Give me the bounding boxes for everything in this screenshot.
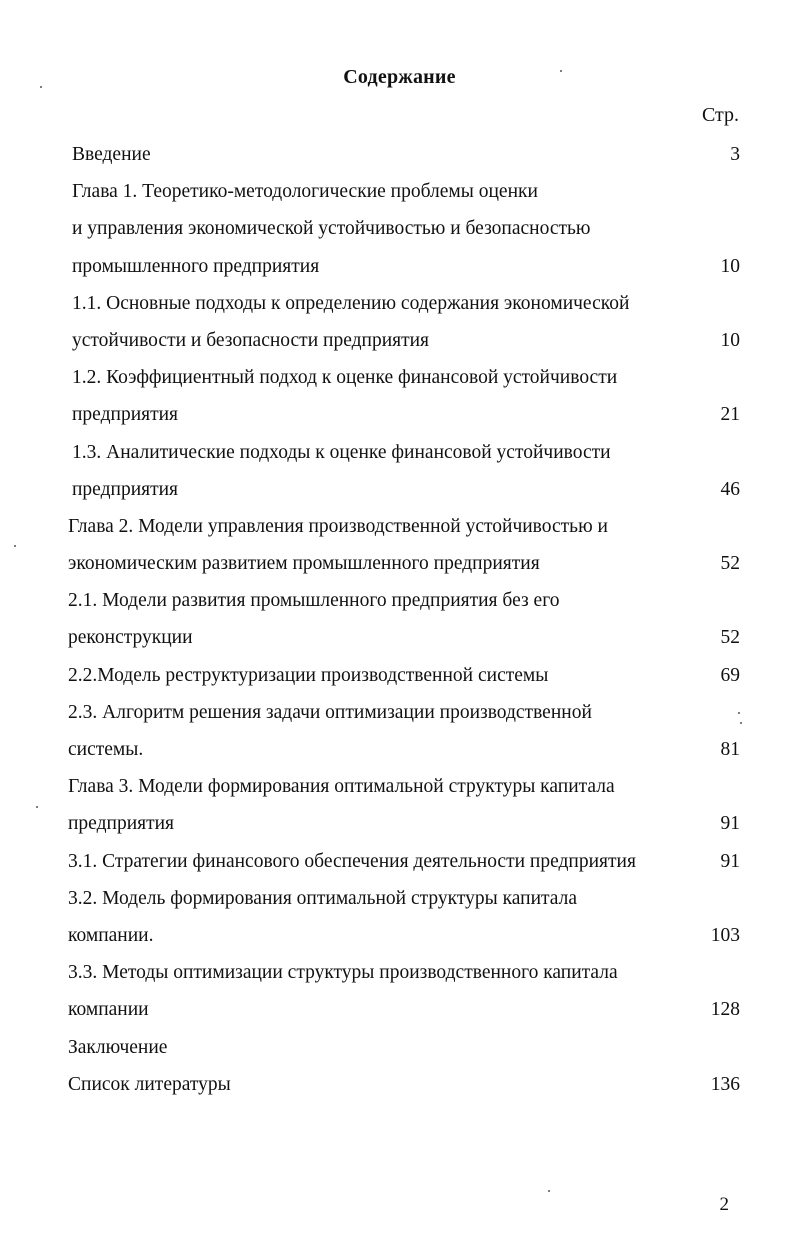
- toc-entry-text: 1.2. Коэффициентный подход к оценке финансовой устойчивости: [72, 367, 618, 389]
- toc-page-number: 103: [710, 924, 740, 946]
- toc-line: [68, 917, 740, 954]
- toc-line: [68, 657, 740, 694]
- toc-entry-text: промышленного предприятия: [72, 255, 320, 277]
- toc-page-number: 21: [720, 404, 740, 426]
- scan-speck: [740, 722, 742, 724]
- toc-page-number: 128: [710, 999, 740, 1021]
- toc-entry-text: устойчивости и безопасности предприятия: [72, 329, 430, 351]
- toc-entry-text: предприятия: [72, 404, 179, 426]
- toc-line: [68, 1029, 740, 1066]
- toc-page-number: 46: [720, 478, 740, 500]
- toc-entry-text: реконструкции: [68, 627, 193, 649]
- toc-entry-text: 1.1. Основные подходы к определению содержания экономической: [72, 292, 630, 314]
- page-title: Содержание: [343, 66, 456, 88]
- toc-line: [68, 694, 740, 731]
- toc-page-number: 91: [720, 850, 740, 872]
- toc-line: [68, 248, 740, 285]
- page-column-header: Стр.: [701, 104, 739, 126]
- scan-speck: [40, 86, 42, 88]
- table-of-contents: [68, 136, 740, 1103]
- toc-line: [68, 880, 740, 917]
- toc-page-number: 3: [730, 144, 740, 165]
- toc-entry-text: компании: [68, 999, 149, 1021]
- toc-entry-text: Введение: [72, 144, 151, 165]
- toc-line: [68, 619, 740, 656]
- toc-line: [68, 322, 740, 359]
- toc-line: [68, 954, 740, 991]
- toc-entry-text: 3.2. Модель формирования оптимальной структуры капитала: [68, 887, 578, 909]
- toc-line: [68, 805, 740, 842]
- toc-line: [68, 210, 740, 247]
- toc-entry-text: предприятия: [72, 478, 179, 500]
- toc-line: [68, 285, 740, 322]
- toc-line: [68, 434, 740, 471]
- toc-page-number: 136: [710, 1073, 740, 1095]
- toc-line: [68, 843, 740, 880]
- toc-line: [68, 731, 740, 768]
- toc-line: [68, 991, 740, 1028]
- toc-entry-text: Глава 2. Модели управления производственной устойчивостью и: [68, 515, 608, 537]
- toc-page-number: 52: [720, 553, 740, 575]
- toc-entry-text: Глава 3. Модели формирования оптимальной структуры капитала: [68, 776, 615, 798]
- scan-speck: [560, 70, 562, 72]
- toc-page-number: 10: [720, 329, 740, 351]
- toc-line: [68, 136, 740, 173]
- toc-entry-text: Заключение: [68, 1036, 168, 1058]
- toc-entry-text: системы.: [68, 739, 144, 760]
- toc-entry-text: Список литературы: [68, 1073, 231, 1095]
- toc-page-number: 91: [720, 813, 740, 835]
- toc-line: [68, 359, 740, 396]
- toc-entry-text: 2.1. Модели развития промышленного предприятия без его: [68, 590, 560, 612]
- toc-page-number: 10: [720, 255, 740, 277]
- toc-page-number: 52: [720, 627, 740, 649]
- toc-entry-text: 2.3. Алгоритм решения задачи оптимизации производственной: [68, 701, 592, 723]
- scan-speck: [14, 545, 16, 547]
- toc-page-number: 69: [720, 664, 740, 686]
- toc-line: [68, 1066, 740, 1103]
- toc-line: [68, 471, 740, 508]
- toc-entry-text: 3.3. Методы оптимизации структуры производственного капитала: [68, 962, 618, 984]
- toc-entry-text: 1.3. Аналитические подходы к оценке финансовой устойчивости: [72, 441, 611, 463]
- toc-line: [68, 582, 740, 619]
- page-number: 2: [719, 1194, 729, 1215]
- scan-speck: [36, 806, 38, 808]
- toc-line: [68, 768, 740, 805]
- toc-entry-text: предприятия: [68, 813, 175, 835]
- scan-speck: [548, 1190, 550, 1192]
- toc-line: [68, 396, 740, 433]
- toc-entry-text: 2.2.Модель реструктуризации производственной системы: [68, 664, 549, 686]
- toc-line: [68, 545, 740, 582]
- toc-entry-text: Глава 1. Теоретико-методологические проблемы оценки: [72, 181, 538, 203]
- toc-entry-text: компании.: [68, 924, 154, 946]
- toc-page-number: 81: [720, 739, 740, 760]
- toc-entry-text: экономическим развитием промышленного предприятия: [68, 553, 540, 575]
- toc-line: [68, 173, 740, 210]
- toc-entry-text: 3.1. Стратегии финансового обеспечения деятельности предприятия: [68, 850, 636, 872]
- toc-line: [68, 508, 740, 545]
- scan-speck: [738, 712, 740, 714]
- toc-entry-text: и управления экономической устойчивостью и безопасностью: [72, 218, 591, 240]
